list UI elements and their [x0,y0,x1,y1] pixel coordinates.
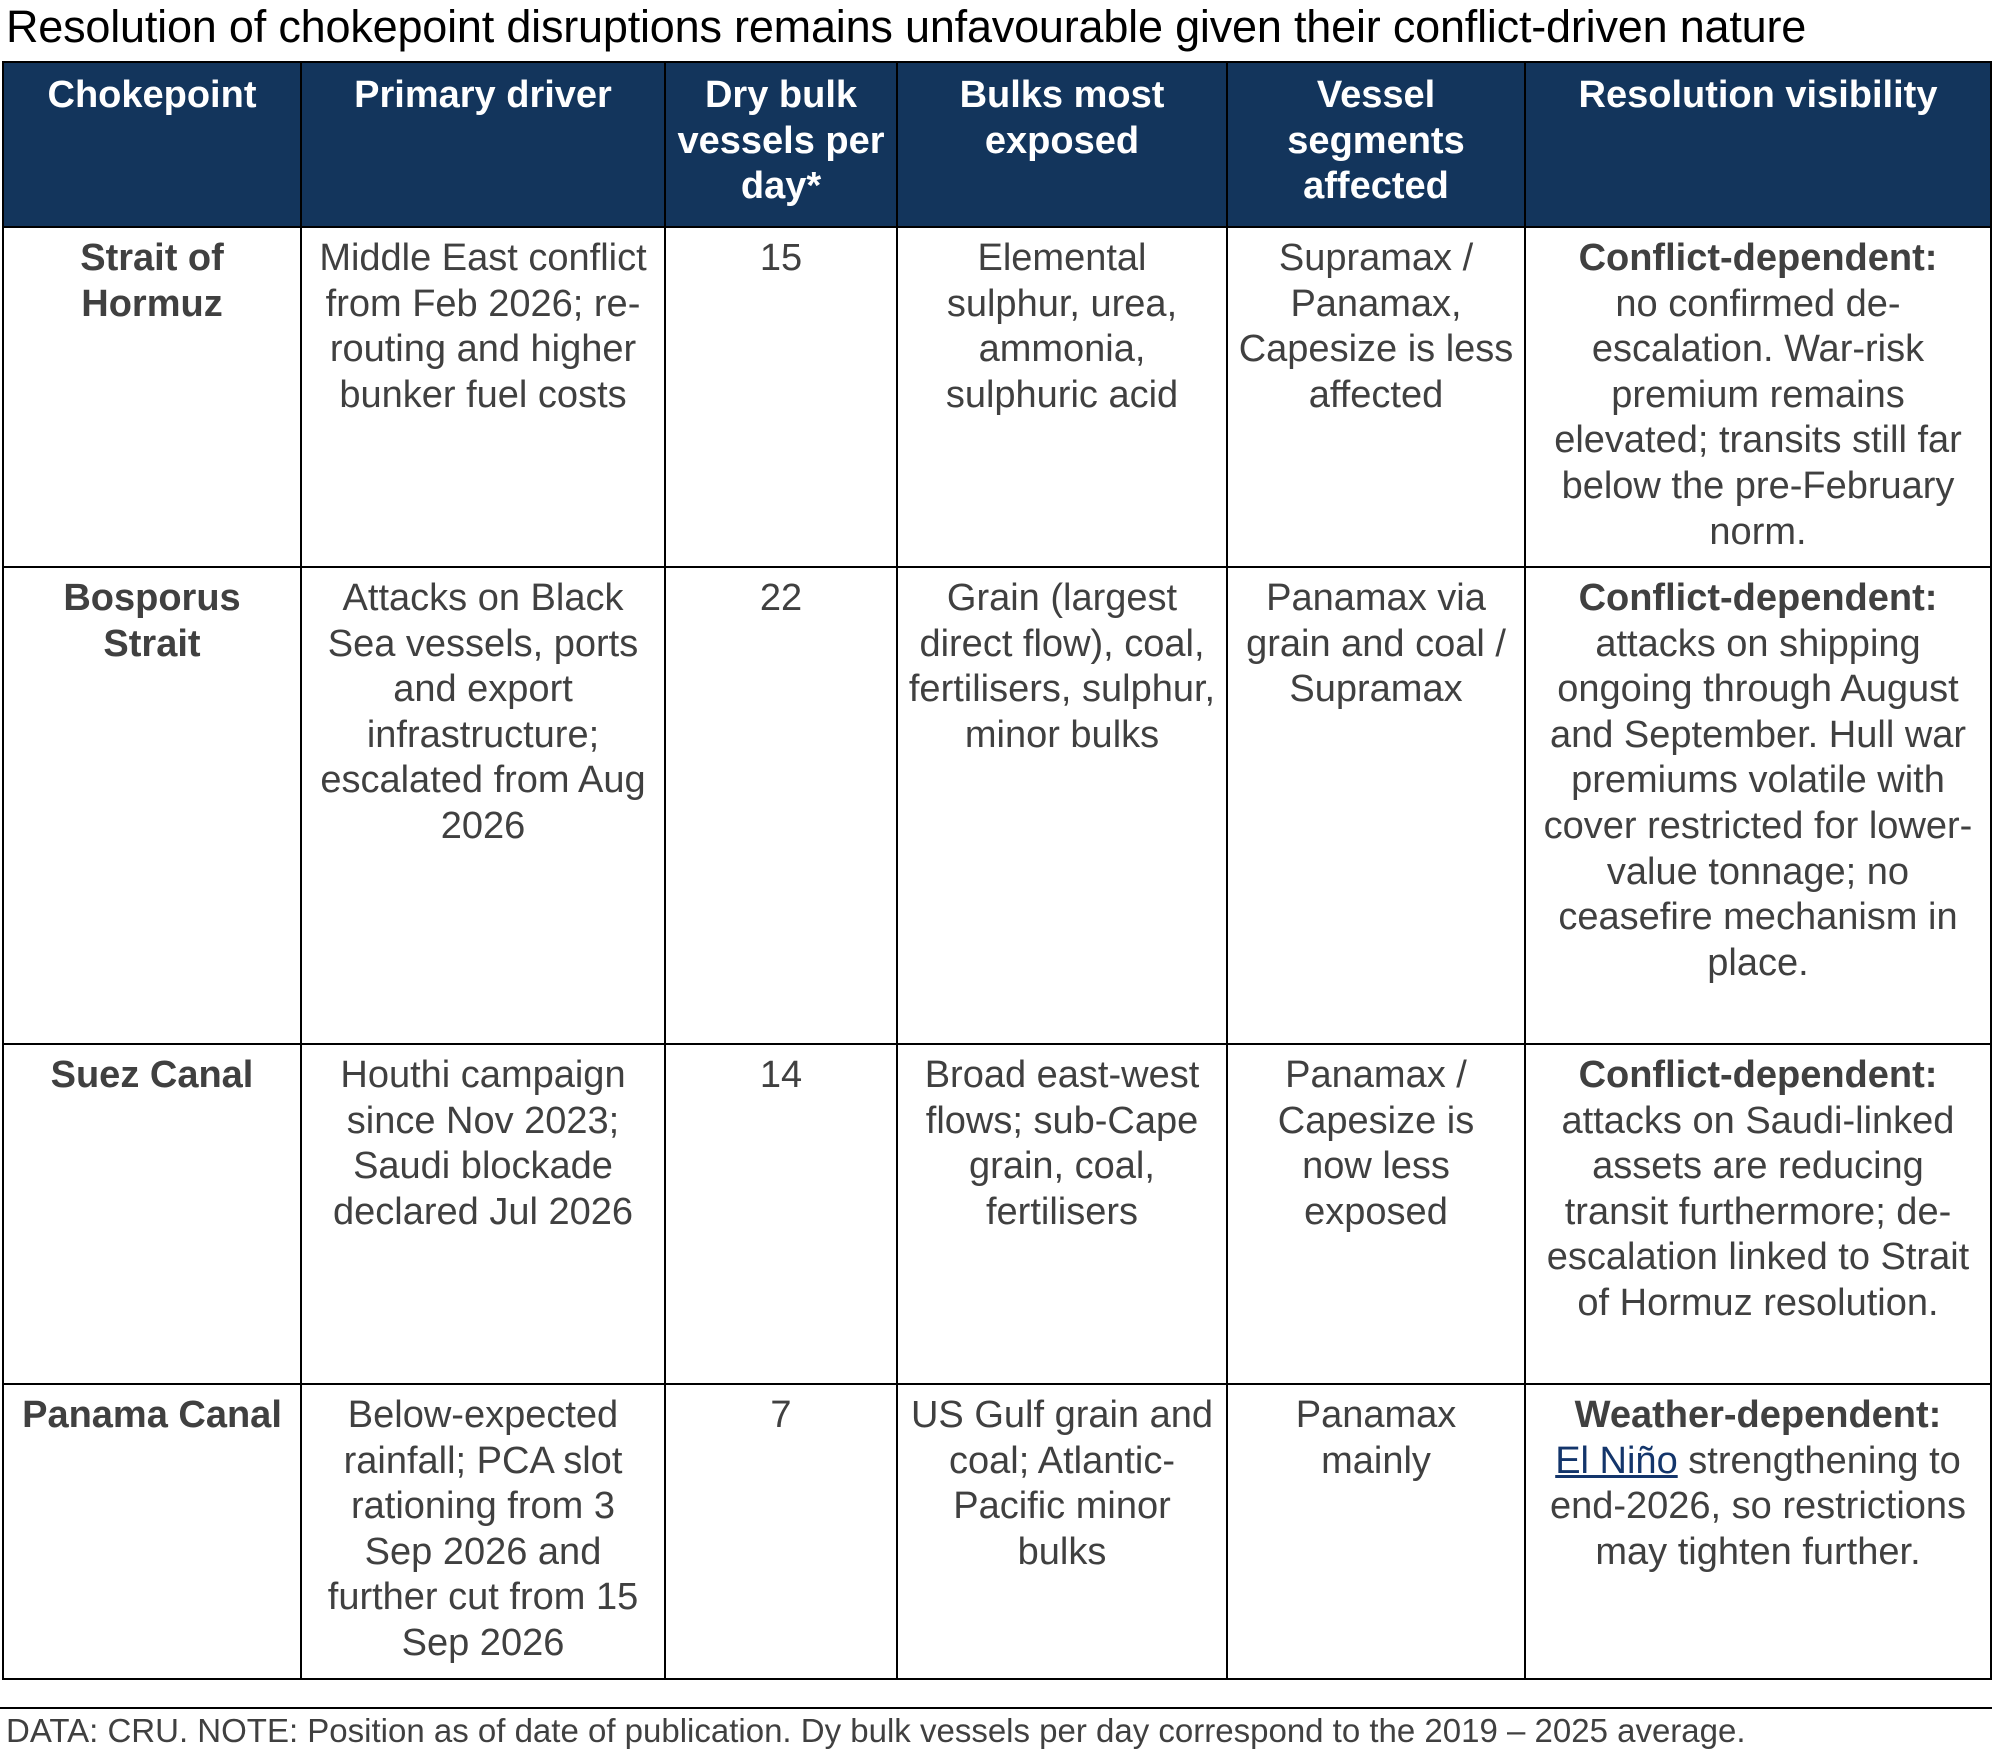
source-note: DATA: CRU. NOTE: Position as of date of publication. Dy bulk vessels per day correspond to the 2019 – 2025 average. [6,1712,1746,1749]
bulks-cell: US Gulf grain and coal; Atlantic-Pacific minor bulks [897,1384,1227,1679]
resolution-cell [1525,567,1991,1044]
chokepoint-cell: Bosporus Strait [3,567,301,1044]
resolution-text: strengthening to end-2026, so restrictions may tighten further. [1549,1439,1967,1573]
el-nino-link[interactable]: El Niño [1555,1439,1678,1482]
vessels-cell: 22 [665,567,897,1044]
column-header-chokepoint: Chokepoint [3,62,301,227]
segments-cell: Panamax via grain and coal / Supramax [1227,567,1525,1044]
resolution-text: attacks on Saudi-linked assets are reducing transit furthermore; de-escalation linked to Strait of Hormuz resolution. [1546,1099,1970,1324]
driver-cell: Attacks on Black Sea vessels, ports and export infrastructure; escalated from Aug 2026 [301,567,665,1044]
resolution-label: Conflict-dependent: [1578,577,1938,619]
resolution-cell [1525,1044,1991,1384]
chokepoint-cell: Strait of Hormuz [3,227,301,567]
vessels-cell: 14 [665,1044,897,1384]
segments-cell: Panamax / Capesize is now less exposed [1227,1044,1525,1384]
table-row [3,227,1991,567]
column-header-bulks-exposed: Bulks most exposed [897,62,1227,227]
bulks-cell: Elemental sulphur, urea, ammonia, sulphuric acid [897,227,1227,567]
segments-cell: Supramax / Panamax, Capesize is less affected [1227,227,1525,567]
driver-cell: Houthi campaign since Nov 2023; Saudi blockade declared Jul 2026 [301,1044,665,1384]
vessels-cell: 15 [665,227,897,567]
driver-cell: Below-expected rainfall; PCA slot rationing from 3 Sep 2026 and further cut from 15 Sep 2026 [301,1384,665,1679]
table-header-row [3,62,1991,227]
driver-cell: Middle East conflict from Feb 2026; re-routing and higher bunker fuel costs [301,227,665,567]
resolution-label: Conflict-dependent: [1578,237,1938,279]
chokepoint-cell: Suez Canal [3,1044,301,1384]
chokepoint-table [2,61,1992,1680]
footer-divider [0,1707,1992,1709]
vessels-cell: 7 [665,1384,897,1679]
column-header-vessels-per-day: Dry bulk vessels per day* [665,62,897,227]
table-row [3,567,1991,1044]
resolution-text: attacks on shipping ongoing through August and September. Hull war premiums volatile with cover restricted for lower-value tonnage; no ceasefire mechanism in place. [1543,622,1973,984]
resolution-label: Conflict-dependent: [1578,1054,1938,1096]
chokepoint-cell: Panama Canal [3,1384,301,1679]
column-header-resolution-visibility: Resolution visibility [1525,62,1991,227]
resolution-cell [1525,227,1991,567]
resolution-text: no confirmed de-escalation. War-risk premium remains elevated; transits still far below the pre-February norm. [1554,282,1962,553]
resolution-label: Weather-dependent: [1574,1394,1942,1436]
bulks-cell: Broad east-west flows; sub-Cape grain, coal, fertilisers [897,1044,1227,1384]
table-row [3,1044,1991,1384]
page-title: Resolution of chokepoint disruptions remains unfavourable given their conflict-driven nature [6,1,1807,52]
column-header-primary-driver: Primary driver [301,62,665,227]
segments-cell: Panamax mainly [1227,1384,1525,1679]
column-header-vessel-segments: Vessel segments affected [1227,62,1525,227]
resolution-cell [1525,1384,1991,1679]
bulks-cell: Grain (largest direct flow), coal, fertilisers, sulphur, minor bulks [897,567,1227,1044]
table-row [3,1384,1991,1679]
